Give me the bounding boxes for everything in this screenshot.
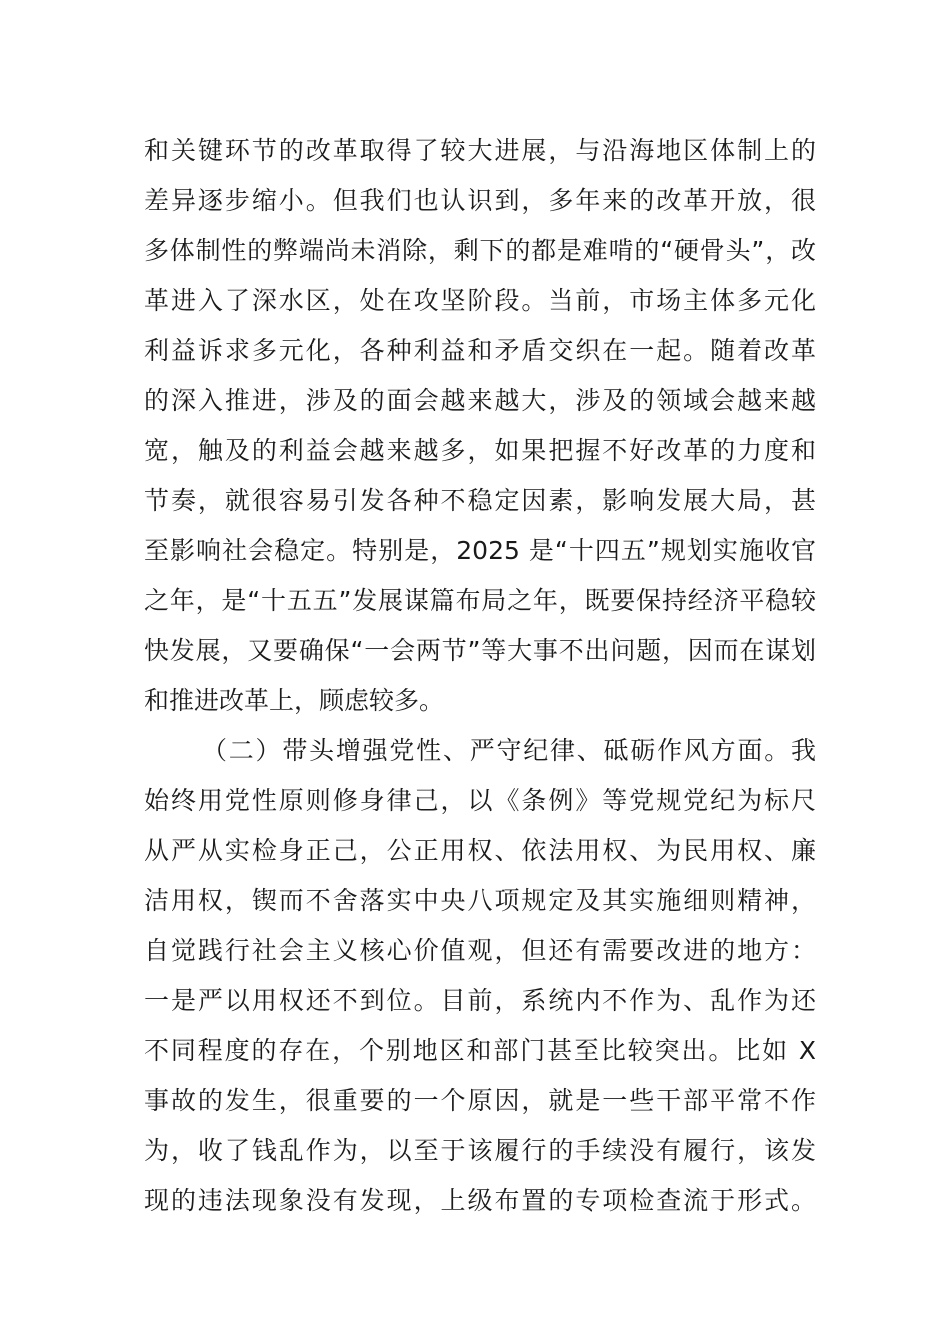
text-line: 至影响社会稳定。特别是，2025 是“十四五”规划实施收官 <box>144 536 816 565</box>
text-line: 自觉践行社会主义核心价值观，但还有需要改进的地方： <box>144 936 816 965</box>
document-body <box>144 126 816 1226</box>
section-heading-line: （二）带头增强党性、严守纪律、砥砺作风方面。我 <box>202 736 816 765</box>
text-line: 事故的发生，很重要的一个原因，就是一些干部平常不作 <box>144 1086 816 1115</box>
text-line: 快发展，又要确保“一会两节”等大事不出问题，因而在谋划 <box>144 636 816 665</box>
text-line: 的深入推进，涉及的面会越来越大，涉及的领域会越来越 <box>144 386 816 415</box>
text-line: 现的违法现象没有发现，上级布置的专项检查流于形式。 <box>144 1186 816 1215</box>
text-line: 和推进改革上，顾虑较多。 <box>144 686 445 715</box>
text-line: 始终用党性原则修身律己，以《条例》等党规党纪为标尺 <box>144 786 816 815</box>
paragraph-reform-challenges <box>144 126 816 726</box>
text-line: 利益诉求多元化，各种利益和矛盾交织在一起。随着改革 <box>144 336 816 365</box>
text-line: 节奏，就很容易引发各种不稳定因素，影响发展大局，甚 <box>144 486 816 515</box>
text-line: 不同程度的存在，个别地区和部门甚至比较突出。比如 X <box>144 1036 816 1065</box>
text-line: 差异逐步缩小。但我们也认识到，多年来的改革开放，很 <box>144 186 816 215</box>
text-line: 宽，触及的利益会越来越多，如果把握不好改革的力度和 <box>144 436 816 465</box>
text-line: 从严从实检身正己，公正用权、依法用权、为民用权、廉 <box>144 836 816 865</box>
text-line: 之年，是“十五五”发展谋篇布局之年，既要保持经济平稳较 <box>144 586 816 615</box>
text-line: 为，收了钱乱作为，以至于该履行的手续没有履行，该发 <box>144 1136 816 1165</box>
text-line: 革进入了深水区，处在攻坚阶段。当前，市场主体多元化 <box>144 286 816 315</box>
text-line: 多体制性的弊端尚未消除，剩下的都是难啃的“硬骨头”，改 <box>144 236 816 265</box>
text-line: 一是严以用权还不到位。目前，系统内不作为、乱作为还 <box>144 986 816 1015</box>
text-line: 洁用权，锲而不舍落实中央八项规定及其实施细则精神， <box>144 886 816 915</box>
text-line: 和关键环节的改革取得了较大进展，与沿海地区体制上的 <box>144 136 816 165</box>
paragraph-party-discipline <box>144 726 816 1226</box>
